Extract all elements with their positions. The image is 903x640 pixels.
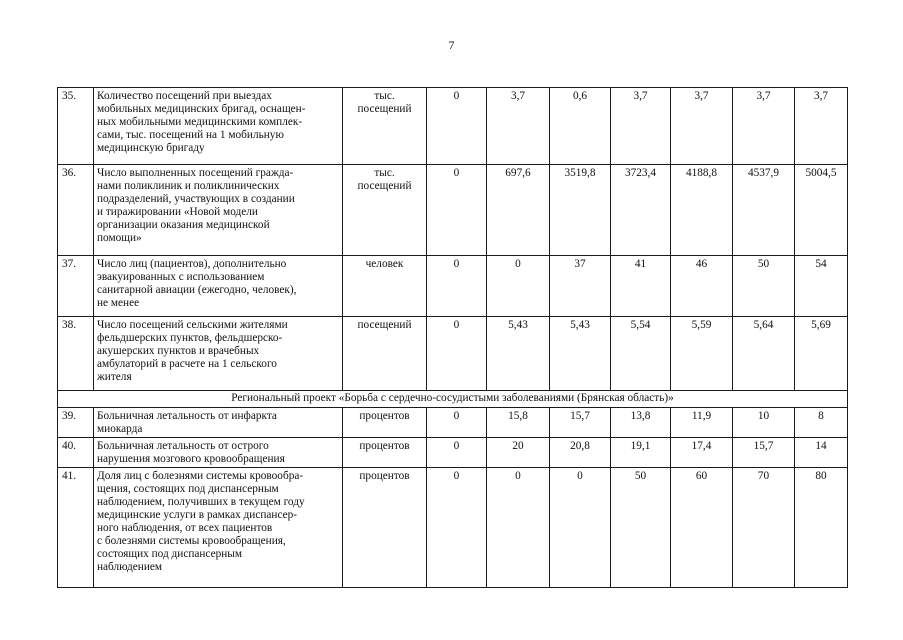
value-year-5: 3,7: [733, 88, 795, 165]
row-number: 40.: [58, 438, 94, 468]
value-year-6: 14: [795, 438, 848, 468]
unit-cell: посещений: [343, 317, 427, 391]
value-year-4: 46: [671, 256, 733, 317]
value-year-1: 20: [487, 438, 550, 468]
value-year-6: 80: [795, 468, 848, 588]
indicator-name: Число лиц (пациентов), дополнительно эвакуированных с использованием санитарной авиации (ежегодно, человек), не менее: [94, 256, 343, 317]
value-year-3: 3,7: [611, 88, 671, 165]
table-row: [58, 88, 848, 165]
value-year-3: 13,8: [611, 408, 671, 438]
indicator-name: Доля лиц с болезнями системы кровообра- щения, состоящих под диспансерным наблюдением, получивших в текущем году медицинские услуги в рамках диспансер- ного наблюдения, от всех пациентов с болезнями системы кровообращения, состоящих под диспансерным наблюдением: [94, 468, 343, 588]
value-year-2: 20,8: [550, 438, 611, 468]
unit-cell: тыс. посещений: [343, 165, 427, 256]
value-year-6: 8: [795, 408, 848, 438]
indicator-name: Больничная летальность от острого нарушения мозгового кровообращения: [94, 438, 343, 468]
value-base: 0: [427, 88, 487, 165]
table-row: [58, 438, 848, 468]
value-year-4: 5,59: [671, 317, 733, 391]
value-year-5: 70: [733, 468, 795, 588]
row-number: 37.: [58, 256, 94, 317]
value-year-2: 5,43: [550, 317, 611, 391]
value-year-3: 50: [611, 468, 671, 588]
value-year-3: 5,54: [611, 317, 671, 391]
indicator-name: Больничная летальность от инфаркта миокарда: [94, 408, 343, 438]
value-base: 0: [427, 317, 487, 391]
table-row: [58, 468, 848, 588]
unit-cell: человек: [343, 256, 427, 317]
value-year-3: 19,1: [611, 438, 671, 468]
indicator-name: Число выполненных посещений гражда- нами поликлиник и поликлинических подразделений, участвующих в создании и тиражировании «Новой модели организации оказания медицинской помощи»: [94, 165, 343, 256]
table-row: [58, 165, 848, 256]
indicator-name: Количество посещений при выездах мобильных медицинских бригад, оснащен- ных мобильными медицинскими комплек- сами, тыс. посещений на 1 мобильную медицинскую бригаду: [94, 88, 343, 165]
section-title: Региональный проект «Борьба с сердечно-сосудистыми заболеваниями (Брянская область)»: [58, 391, 848, 408]
table-row: [58, 256, 848, 317]
row-number: 39.: [58, 408, 94, 438]
table-row: [58, 408, 848, 438]
value-year-2: 3519,8: [550, 165, 611, 256]
value-year-4: 3,7: [671, 88, 733, 165]
value-year-6: 5004,5: [795, 165, 848, 256]
value-year-1: 0: [487, 468, 550, 588]
value-base: 0: [427, 408, 487, 438]
value-year-6: 5,69: [795, 317, 848, 391]
unit-cell: процентов: [343, 408, 427, 438]
value-year-5: 50: [733, 256, 795, 317]
table-row: [58, 317, 848, 391]
value-year-4: 11,9: [671, 408, 733, 438]
value-base: 0: [427, 165, 487, 256]
value-year-1: 3,7: [487, 88, 550, 165]
value-year-1: 0: [487, 256, 550, 317]
value-year-2: 37: [550, 256, 611, 317]
value-year-3: 3723,4: [611, 165, 671, 256]
value-year-4: 17,4: [671, 438, 733, 468]
value-year-1: 697,6: [487, 165, 550, 256]
value-year-5: 15,7: [733, 438, 795, 468]
row-number: 38.: [58, 317, 94, 391]
value-base: 0: [427, 468, 487, 588]
value-year-4: 4188,8: [671, 165, 733, 256]
value-year-1: 5,43: [487, 317, 550, 391]
value-year-5: 4537,9: [733, 165, 795, 256]
indicator-name: Число посещений сельскими жителями фельдшерских пунктов, фельдшерско- акушерских пунктов и врачебных амбулаторий в расчете на 1 сельского жителя: [94, 317, 343, 391]
value-year-5: 5,64: [733, 317, 795, 391]
value-year-1: 15,8: [487, 408, 550, 438]
page-number: 7: [448, 38, 455, 52]
value-year-6: 3,7: [795, 88, 848, 165]
row-number: 36.: [58, 165, 94, 256]
value-base: 0: [427, 438, 487, 468]
value-year-5: 10: [733, 408, 795, 438]
row-number: 41.: [58, 468, 94, 588]
value-base: 0: [427, 256, 487, 317]
value-year-2: 0: [550, 468, 611, 588]
unit-cell: процентов: [343, 468, 427, 588]
unit-cell: процентов: [343, 438, 427, 468]
value-year-2: 0,6: [550, 88, 611, 165]
row-number: 35.: [58, 88, 94, 165]
unit-cell: тыс. посещений: [343, 88, 427, 165]
value-year-3: 41: [611, 256, 671, 317]
value-year-2: 15,7: [550, 408, 611, 438]
section-header-row: [58, 391, 848, 408]
value-year-6: 54: [795, 256, 848, 317]
indicators-table: [57, 87, 848, 588]
value-year-4: 60: [671, 468, 733, 588]
